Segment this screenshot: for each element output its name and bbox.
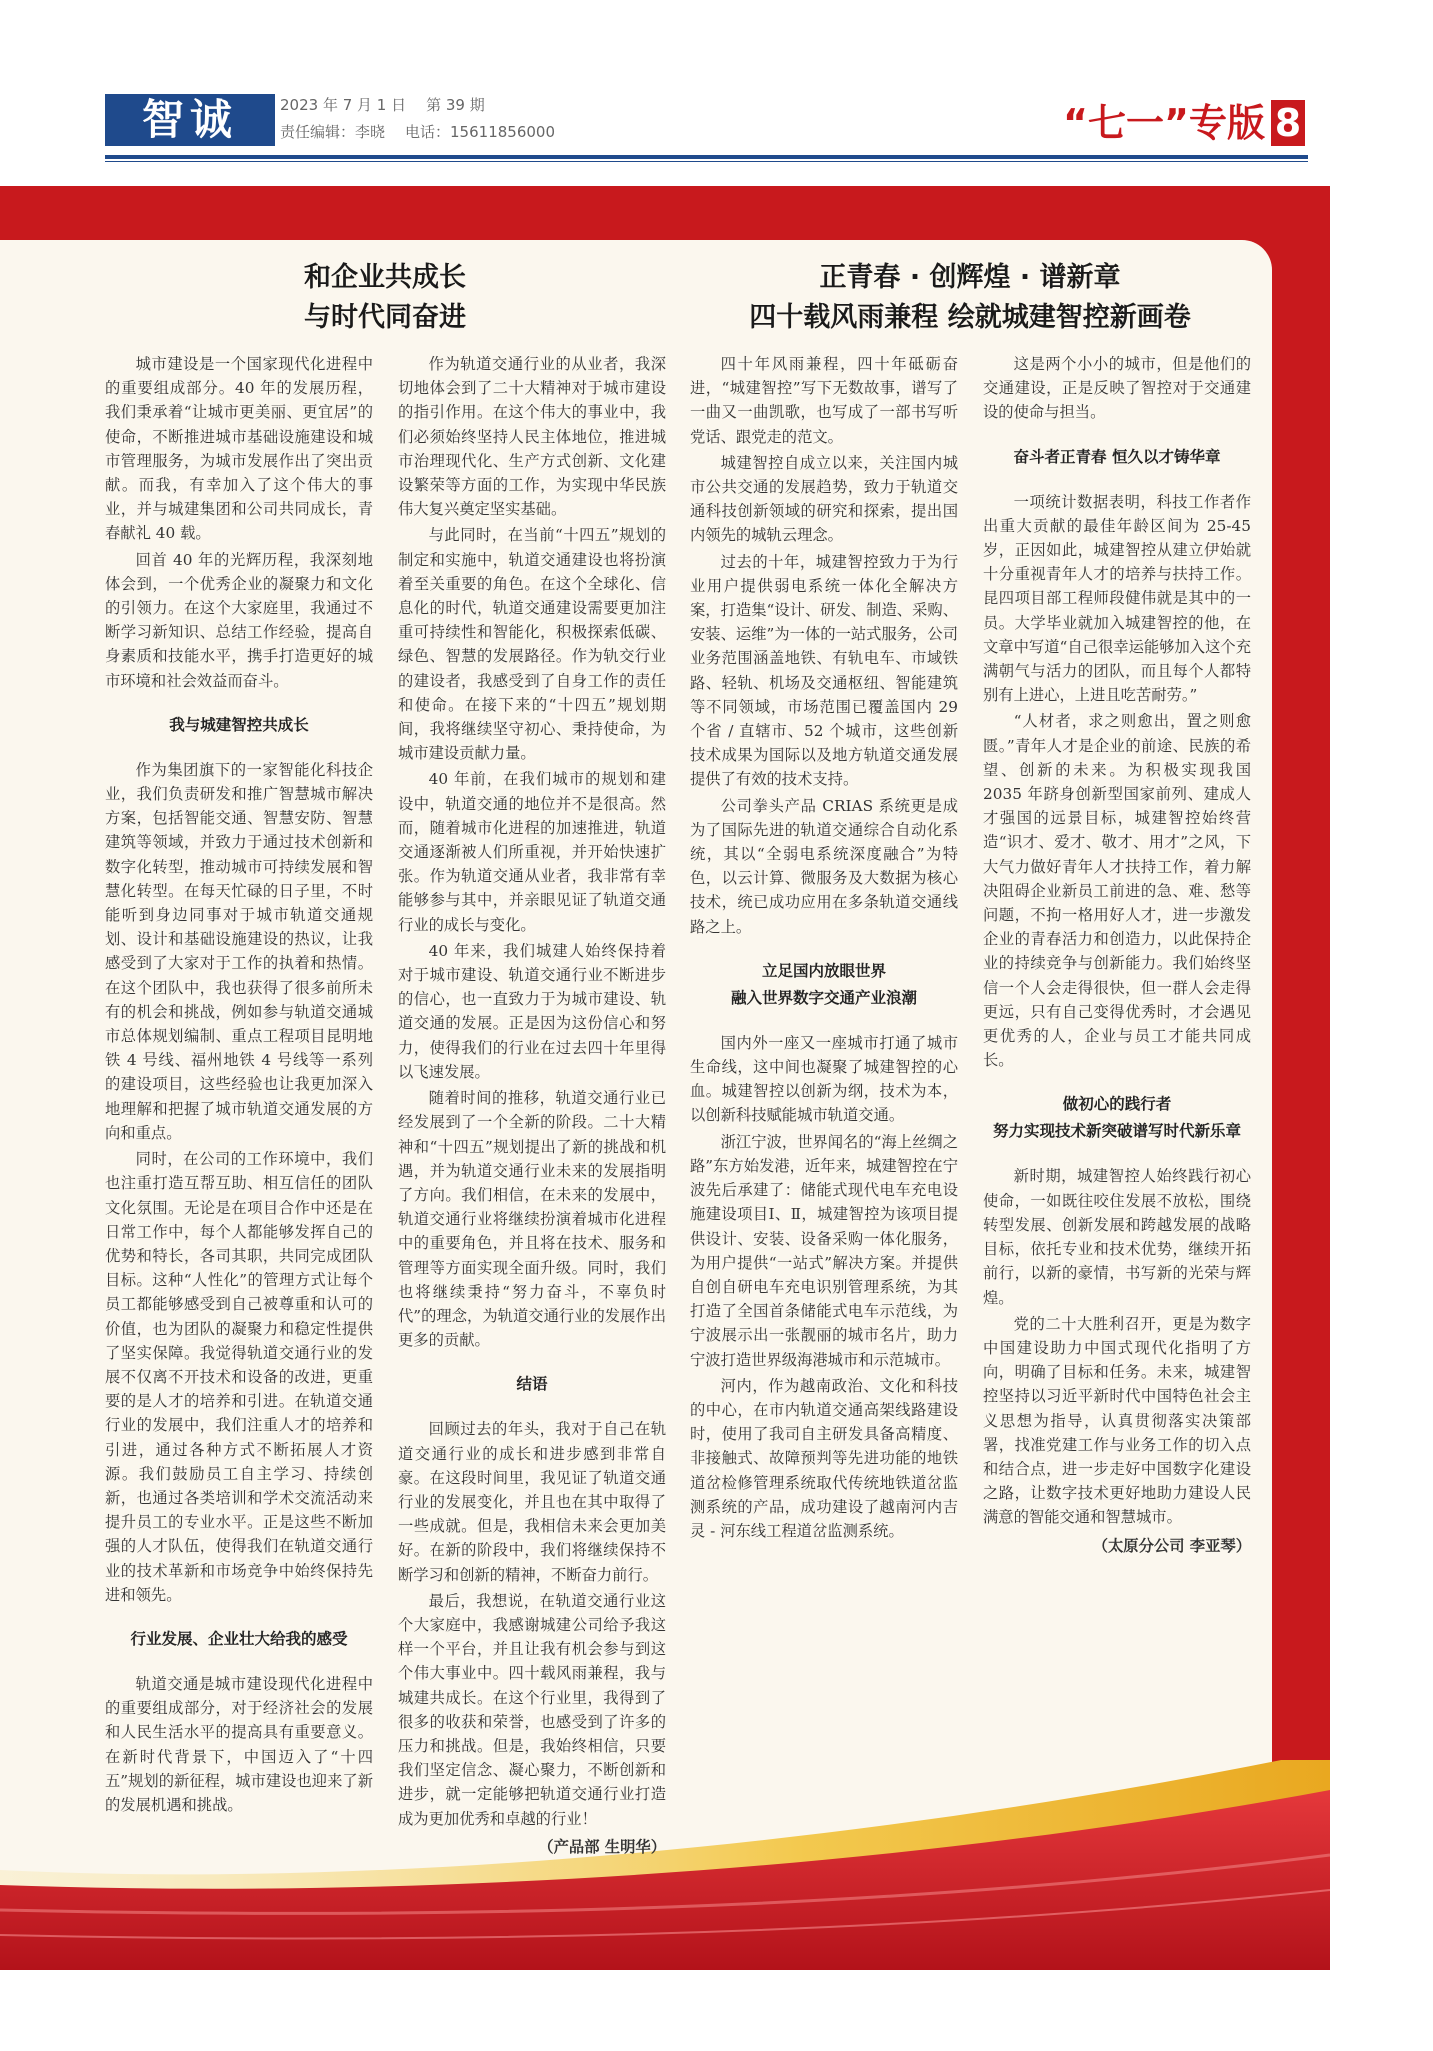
header-rule — [105, 155, 1308, 159]
paragraph: 作为集团旗下的一家智能化科技企业，我们负责研发和推广智慧城市解决方案，包括智能交通、智慧安防、智慧建筑等领域，并致力于通过技术创新和数字化转型，推动城市可持续发展和智慧化转型。在每天忙碌的日子里，不时能听到身边同事对于城市轨道交通规划、设计和基础设施建设的热议，让我感受到了大家对于工作的执着和热情。在这个团队中，我也获得了很多前所未有的机会和挑战，例如参与轨道交通城市总体规划编制、重点工程项目昆明地铁 4 号线、福州地铁 4 号线等一系列的建设项目，这些经验也让我更加深入地理解和把握了城市轨道交通发展的方向和重点。 — [105, 760, 373, 1142]
paragraph: 这是两个小小的城市，但是他们的交通建设，正是反映了智控对于交通建设的使命与担当。 — [983, 355, 1251, 422]
edition-label: “七一”专版 — [1063, 101, 1265, 145]
paragraph: 40 年来，我们城建人始终保持着对于城市建设、轨道交通行业不断进步的信心，也一直致力于为城市建设、轨道交通的发展。正是因为这份信心和努力，使得我们的行业在过去四十年里得以飞速发展。 — [398, 941, 666, 1081]
article1-column-1 — [105, 352, 373, 1819]
author-signature: （产品部 生明华） — [538, 1837, 666, 1856]
article2-column-4 — [983, 352, 1251, 1560]
paragraph: 新时期，城建智控人始终践行初心使命，一如既往咬住发展不放松，围绕转型发展、创新发展和跨越发展的战略目标，依托专业和技术优势，继续开拓前行，以新的豪情，书写新的光荣与辉煌。 — [983, 1167, 1251, 1307]
paragraph: 回首 40 年的光辉历程，我深刻地体会到，一个优秀企业的凝聚力和文化的引领力。在这个大家庭里，我通过不断学习新知识、总结工作经验，提高自身素质和技能水平，携手打造更好的城市环境和社会效益而奋斗。 — [105, 550, 373, 690]
paragraph: 同时，在公司的工作环境中，我们也注重打造互帮互助、相互信任的团队文化氛围。无论是在项目合作中还是在日常工作中，每个人都能够发挥自己的优势和特长，各司其职，共同完成团队目标。这种“人性化”的管理方式让每个员工都能够感受到自己被尊重和认可的价值，也为团队的凝聚力和稳定性提供了坚实保障。我觉得轨道交通行业的发展不仅离不开技术和设备的改进，更重要的是人才的培养和引进。在轨道交通行业的发展中，我们注重人才的培养和引进，通过各种方式不断拓展人才资源。我们鼓励员工自主学习、持续创新，也通过各类培训和学术交流活动来提升员工的专业水平。正是这些不断加强的人才队伍，使得我们在轨道交通行业的技术革新和市场竞争中始终保持先进和领先。 — [105, 1150, 373, 1604]
article1-title — [105, 258, 665, 338]
newspaper-logo: 智诚 — [105, 94, 275, 146]
section-heading-line2: 努力实现技术新突破谱写时代新乐章 — [992, 1121, 1241, 1141]
article2-title-line2: 四十载风雨兼程 绘就城建智控新画卷 — [749, 302, 1191, 333]
paragraph: 公司拳头产品 CRIAS 系统更是成为了国际先进的轨道交通综合自动化系统，其以“全弱电系统深度融合”为特色，以云计算、微服务及大数据为核心技术，统已成功应用在多条轨道交通线路之上。 — [690, 796, 958, 936]
page-number: 8 — [1271, 100, 1305, 146]
paragraph: 回顾过去的年头，我对于自己在轨道交通行业的成长和进步感到非常自豪。在这段时间里，我见证了轨道交通行业的发展变化，并且也在其中取得了一些成就。但是，我相信未来会更加美好。在新的阶段中，我们将继续保持不断学习和创新的精神，不断奋力前行。 — [398, 1420, 666, 1584]
paragraph: 过去的十年，城建智控致力于为行业用户提供弱电系统一体化全解决方案，打造集“设计、研发、制造、采购、安装、运维”为一体的一站式服务，公司业务范围涵盖地铁、有轨电车、市域铁路、轻轨、机场及交通枢纽、智能建筑等不同领域，市场范围已覆盖国内 29 个省 / 直辖市、52 个城市，这些创新技术成果为国际以及地方轨道交通发展提供了有效的技术支持。 — [690, 552, 958, 789]
article1-column-2 — [398, 352, 666, 1861]
paragraph: 轨道交通是城市建设现代化进程中的重要组成部分，对于经济社会的发展和人民生活水平的提高具有重要意义。在新时代背景下，中国迈入了“十四五”规划的新征程，城市建设也迎来了新的发展机遇和挑战。 — [105, 1674, 373, 1814]
phone: 电话：15611856000 — [405, 123, 555, 141]
issue-date: 2023 年 7 月 1 日 — [280, 96, 407, 114]
paragraph: 四十年风雨兼程，四十年砥砺奋进，“城建智控”写下无数故事，谱写了一曲又一曲凯歌，也写成了一部书写听党话、跟党走的范文。 — [690, 355, 958, 446]
section-heading: 行业发展、企业壮大给我的感受 — [130, 1628, 348, 1648]
paragraph: 城市建设是一个国家现代化进程中的重要组成部分。40 年的发展历程，我们秉承着“让城市更美丽、更宜居”的使命，不断推进城市基础设施建设和城市管理服务，为城市发展作出了突出贡献。而我，有幸加入了这个伟大的事业，并与城建集团和公司共同成长，青春献礼 40 载。 — [105, 355, 373, 543]
article1-title-line1: 和企业共成长 — [304, 262, 466, 293]
section-heading: 结语 — [516, 1374, 548, 1394]
paragraph: 城建智控自成立以来，关注国内城市公共交通的发展趋势，致力于轨道交通科技创新领域的研究和探索，提出国内领先的城轨云理念。 — [690, 453, 958, 545]
paragraph: 作为轨道交通行业的从业者，我深切地体会到了二十大精神对于城市建设的指引作用。在这个伟大的事业中，我们必须始终坚持人民主体地位，推进城市治理现代化、生产方式创新、文化建设繁荣等方面的工作，为实现中华民族伟大复兴奠定坚实基础。 — [398, 355, 666, 519]
masthead — [105, 94, 1305, 154]
section-heading — [690, 957, 958, 1011]
paragraph: 随着时间的推移，轨道交通行业已经发展到了一个全新的阶段。二十大精神和“十四五”规划提出了新的挑战和机遇，并为轨道交通行业未来的发展指明了方向。我们相信，在未来的发展中，轨道交通行业将继续扮演着城市化进程中的重要角色，并且将在技术、服务和管理等方面实现全面升级。同时，我们也将继续秉持“努力奋斗，不辜负时代”的理念，为轨道交通行业的发展作出更多的贡献。 — [398, 1089, 666, 1350]
section-heading: 奋斗者正青春 恒久以才铸华章 — [1013, 446, 1221, 466]
header-rule-thin — [105, 161, 1308, 162]
article1-title-line2: 与时代同奋进 — [304, 302, 466, 333]
paragraph: 40 年前，在我们城市的规划和建设中，轨道交通的地位并不是很高。然而，随着城市化进程的加速推进，轨道交通逐渐被人们所重视，并开始快速扩张。作为轨道交通从业者，我非常有幸能够参与其中，并亲眼见证了轨道交通行业的成长与变化。 — [398, 770, 666, 934]
section-heading-line1: 做初心的践行者 — [1062, 1094, 1172, 1114]
article2-title-line1: 正青春 · 创辉煌 · 谱新章 — [819, 262, 1121, 293]
edition-title — [1063, 100, 1305, 146]
section-heading — [983, 1090, 1251, 1144]
paragraph: 党的二十大胜利召开，更是为数字中国建设助力中国式现代化指明了方向，明确了目标和任务。未来，城建智控坚持以习近平新时代中国特色社会主义思想为指导，认真贯彻落实决策部署，找准党建工作与业务工作的切入点和结合点，进一步走好中国数字化建设之路，让数字技术更好地助力建设人民满意的智能交通和智慧城市。 — [983, 1314, 1251, 1527]
paragraph: 河内，作为越南政治、文化和科技的中心，在市内轨道交通高架线路建设时，使用了我司自主研发具备高精度、非接触式、故障预判等先进功能的地铁道岔检修管理系统取代传统地铁道岔监测系统的产品，成功建设了越南河内吉灵 - 河东线工程道岔监测系统。 — [690, 1376, 958, 1540]
section-heading-line1: 立足国内放眼世界 — [761, 960, 886, 980]
editor: 责任编辑：李晓 — [280, 123, 386, 141]
article2-column-3 — [690, 352, 958, 1545]
issue-number: 第 39 期 — [426, 96, 485, 114]
paragraph: 浙江宁波，世界闻名的“海上丝绸之路”东方始发港，近年来，城建智控在宁波先后承建了：储能式现代电车充电设施建设项目Ⅰ、Ⅱ，城建智控为该项目提供设计、安装、设备采购一体化服务，为用户提供“一站式”解决方案。并提供自创自研电车充电识别管理系统，为其打造了全国首条储能式电车示范线，为宁波展示出一张靓丽的城市名片，助力宁波打造世界级海港城市和示范城市。 — [690, 1132, 958, 1369]
section-heading-line2: 融入世界数字交通产业浪潮 — [730, 987, 917, 1007]
paragraph: “人材者，求之则愈出，置之则愈匮。”青年人才是企业的前途、民族的希望、创新的未来。为积极实现我国 2035 年跻身创新型国家前列、建成人才强国的远景目标，城建智控始终营造“识才、爱才、敬才、用才”之风，下大气力做好青年人才扶持工作，着力解决阻碍企业新员工前进的急、难、愁等问题，不拘一格用好人才，进一步激发企业的青春活力和创造力，以此保持企业的持续竞争与创新能力。我们始终坚信一个人会走得很快，但一群人会走得更远，只有自己变得优秀时，才会遇见更优秀的人，企业与员工才能共同成长。 — [983, 712, 1251, 1070]
section-heading: 我与城建智控共成长 — [169, 714, 309, 734]
paragraph: 与此同时，在当前“十四五”规划的制定和实施中，轨道交通建设也将扮演着至关重要的角色。在这个全球化、信息化的时代，轨道交通建设需要更加注重可持续性和智能化，积极探索低碳、绿色、智慧的发展路径。作为轨交行业的建设者，我感受到了自身工作的责任和使命。在接下来的“十四五”规划期间，我将继续坚守初心、秉持使命，为城市建设贡献力量。 — [398, 526, 666, 763]
paragraph: 国内外一座又一座城市打通了城市生命线，这中间也凝聚了城建智控的心血。城建智控以创新为纲，技术为本，以创新科技赋能城市轨道交通。 — [690, 1033, 958, 1125]
article2-title — [690, 258, 1250, 338]
paragraph: 最后，我想说，在轨道交通行业这个大家庭中，我感谢城建公司给予我这样一个平台，并且让我有机会参与到这个伟大事业中。四十载风雨兼程，我与城建共成长。在这个行业里，我得到了很多的收获和荣誉，也感受到了许多的压力和挑战。但是，我始终相信，只要我们坚定信念、凝心聚力，不断创新和进步，就一定能够把轨道交通行业打造成为更加优秀和卓越的行业！ — [398, 1591, 666, 1828]
paragraph: 一项统计数据表明，科技工作者作出重大贡献的最佳年龄区间为 25-45 岁，正因如此，城建智控从建立伊始就十分重视青年人才的培养与扶持工作。昆四项目部工程师段健伟就是其中的一员。大学毕业就加入城建智控的他，在文章中写道“自己很幸运能够加入这个充满朝气与活力的团队，而且每个人都特别有上进心，上进且吃苦耐劳。” — [983, 492, 1251, 705]
author-signature: （太原分公司 李亚琴） — [1092, 1536, 1251, 1555]
header-info — [280, 92, 575, 146]
